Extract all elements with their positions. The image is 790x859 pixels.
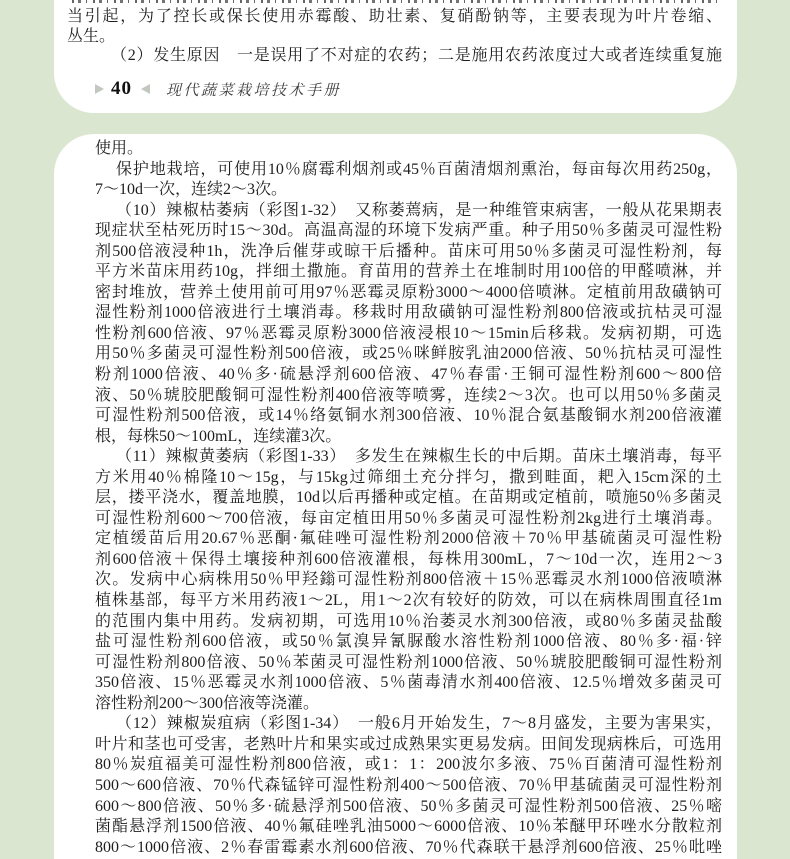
text-line: 可湿性粉剂600～700倍液，每亩定植田用50％多菌灵可湿性粉剂2kg进行土壤消毒。 — [95, 509, 722, 527]
text-line: 现症状至枯死历时15～30d。高温高湿的环境下发病严重。种子用50％多菌灵可湿性粉 — [95, 222, 722, 240]
text-line: 7～10d一次，连续2～3次。 — [95, 181, 288, 199]
previous-page-text — [67, 7, 722, 66]
text-line: 平方米苗床用药10g，拌细土撒施。育苗用的营养土在堆制时用100倍的甲醛喷淋，并 — [95, 263, 722, 281]
text-line: 粉剂1000倍液、40％多·硫悬浮剂600倍液、47％春雷·王铜可湿性粉剂600～800倍 — [95, 366, 722, 384]
page-number: 40 — [111, 78, 132, 99]
text-line: 500～600倍液、70％代森锰锌可湿性粉剂400～500倍液、70％甲基硫菌灵可湿性粉剂 — [95, 776, 722, 794]
text-line: 根，每株50～100mL，连续灌3次。 — [95, 427, 342, 445]
text-line: 使用。 — [95, 140, 144, 157]
text-line: 剂600倍液＋保得土壤接种剂600倍液灌根，每株用300mL，7～10d一次，连用2～3 — [95, 550, 722, 568]
clipped-text-fragments — [72, 0, 717, 3]
text-line: 80％炭疽福美可湿性粉剂800倍液，或1：1：200波尔多液、75％百菌清可湿性粉剂 — [95, 756, 722, 774]
previous-page-card — [54, 0, 737, 113]
text-line: 丛生。 — [67, 27, 116, 45]
text-line: 可湿性粉剂800倍液、50％苯菌灵可湿性粉剂1000倍液、50％琥胶肥酸铜可湿性粉剂 — [95, 653, 722, 671]
text-line: 350倍液、15％恶霉灵水剂1000倍液、5％菌毒清水剂400倍液、12.5％增效多菌灵可 — [95, 674, 722, 692]
text-line: 液、50％琥胶肥酸铜可湿性粉剂400倍液等喷雾，连续2～3次。也可以用50％多菌灵 — [95, 386, 722, 404]
text-line: 盐可湿性粉剂600倍液，或50％氯溴异氰脲酸水溶性粉剂1000倍液、80％多·福·锌 — [95, 633, 722, 651]
page-footer — [95, 78, 341, 100]
text-line: 剂500倍液浸种1h，洗净后催芽或晾干后播种。苗床可用50％多菌灵可湿性粉剂，每 — [95, 242, 722, 260]
text-line: 叶片和茎也可受害，老熟叶片和果实或过成熟果实更易发病。田间发现病株后，可选用 — [95, 735, 722, 753]
book-title: 现代蔬菜栽培技术手册 — [166, 80, 342, 99]
footer-left-triangle-icon — [141, 84, 150, 94]
text-line: 密封堆放，营养土使用前可用97％恶霉灵原粉3000～4000倍喷淋。定植前用敌磺钠可 — [95, 283, 722, 301]
text-line: 植株基部，每平方米用药液1～2L，用1～2次有较好的防效，可以在病株周围直径1m — [95, 592, 722, 610]
text-line: （12）辣椒炭疽病（彩图1-34） 一般6月开始发生，7～8月盛发，主要为害果实， — [116, 715, 722, 733]
text-line: 的范围内集中用药。发病初期，可选用10％治萎灵水剂300倍液，或80％多菌灵盐酸 — [95, 612, 722, 630]
text-line: （2）发生原因 一是误用了不对症的农药；二是施用农药浓度过大或者连续重复施 — [111, 47, 722, 64]
text-line: 600～800倍液、50％多·硫悬浮剂500倍液、50％多菌灵可湿性粉剂500倍液、25％嘧 — [95, 797, 722, 815]
text-line: 用50％多菌灵可湿性粉剂500倍液，或25％咪鲜胺乳油2000倍液、50％抗枯灵可湿性 — [95, 345, 722, 363]
text-line: 可湿性粉剂500倍液，或14％络氨铜水剂300倍液、10％混合氨基酸铜水剂200倍液灌 — [95, 407, 722, 425]
text-line: 方米用40％棉隆10～15g，与15kg过筛细土充分拌匀，撒到畦面，耙入15cm深的土 — [95, 468, 722, 486]
current-page-card — [54, 134, 737, 859]
text-line: （10）辣椒枯萎病（彩图1-32） 又称萎蔫病，是一种维管束病害，一般从花果期表 — [116, 201, 722, 219]
text-line: 保护地栽培，可使用10％腐霉利烟剂或45％百菌清烟剂熏治，每亩每次用药250g， — [116, 160, 722, 178]
text-line: 菌酯悬浮剂1500倍液、40％氟硅唑乳油5000～6000倍液、10％苯醚甲环唑水分散粒剂 — [95, 818, 722, 836]
footer-right-triangle-icon — [95, 84, 104, 94]
current-page-text — [95, 139, 722, 858]
text-line: 层，搂平浇水，覆盖地膜，10d以后再播种或定植。在苗期或定植前，喷施50％多菌灵 — [95, 489, 722, 507]
text-line: 800～1000倍液、2％春雷霉素水剂600倍液、70％代森联干悬浮剂600倍液、25％吡唑 — [95, 838, 722, 856]
text-line: 当引起，为了控长或保长使用赤霉酸、助壮素、复硝酚钠等，主要表现为叶片卷缩、 — [67, 8, 722, 25]
text-line: 定植缓苗后用20.67％恶酮·氟硅唑可湿性粉剂2000倍液＋70％甲基硫菌灵可湿性粉 — [95, 530, 722, 548]
text-line: 溶性粉剂200～300倍液等浇灌。 — [95, 694, 320, 712]
text-line: 湿性粉剂1000倍液进行土壤消毒。移栽时用敌磺钠可湿性粉剂800倍液或抗枯灵可湿 — [95, 304, 722, 322]
text-line: 性粉剂600倍液、97％恶霉灵原粉3000倍液浸根10～15min后移栽。发病初期，可选 — [95, 324, 722, 342]
text-line: （11）辣椒黄萎病（彩图1-33） 多发生在辣椒生长的中后期。苗床土壤消毒，每平 — [116, 448, 722, 466]
text-line: 次。发病中心病株用50％甲羟鎓可湿性粉剂800倍液＋15％恶霉灵水剂1000倍液喷淋 — [95, 571, 722, 589]
